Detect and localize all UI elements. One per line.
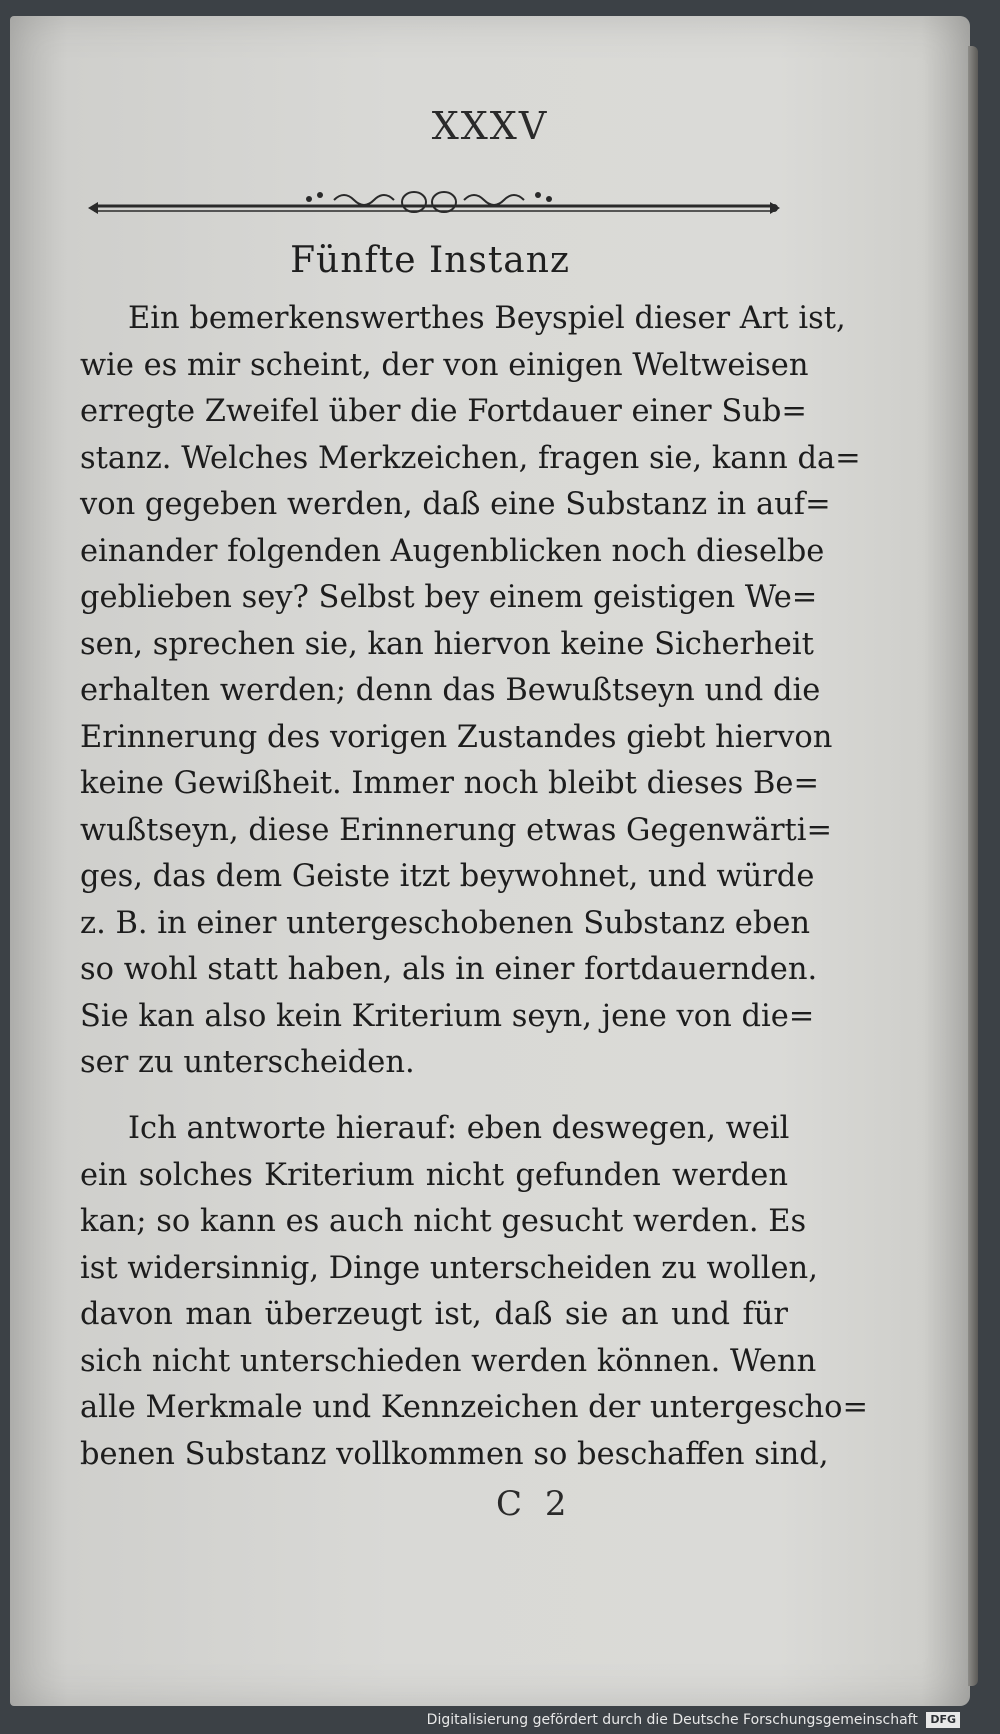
paragraph-2: [80, 1106, 869, 1478]
text-line: ist widersinnig, Dinge unterscheiden zu wollen,: [80, 1250, 818, 1286]
text-line: Erinnerung des vorigen Zustandes giebt hiervon: [80, 719, 833, 755]
text-line: sen, sprechen sie, kan hiervon keine Sicherheit: [80, 626, 814, 662]
text-line: alle Merkmale und Kennzeichen der untergescho=: [80, 1390, 869, 1425]
text-line: kan; so kann es auch nicht gesucht werden. Es: [80, 1204, 807, 1239]
text-line: erregte Zweifel über die Fortdauer einer Sub=: [80, 394, 807, 429]
text-line: geblieben sey? Selbst bey einem geistigen We=: [80, 580, 818, 615]
digitization-credit: [427, 1712, 960, 1728]
text-line: Ein bemerkenswerthes Beyspiel dieser Art ist,: [128, 301, 846, 336]
text-line: benen Substanz vollkommen so beschaffen sind,: [80, 1436, 829, 1472]
text-line: davon man überzeugt ist, daß sie an und für: [80, 1297, 788, 1332]
text-line: ges, das dem Geiste itzt beywohnet, und würde: [80, 859, 815, 894]
text-line: ser zu unterscheiden.: [80, 1045, 415, 1080]
text-line: wußtseyn, diese Erinnerung etwas Gegenwärti=: [80, 812, 833, 848]
signature-mark: C 2: [496, 1484, 573, 1524]
text-line: ein solches Kriterium nicht gefunden werden: [80, 1157, 788, 1193]
text-line: keine Gewißheit. Immer noch bleibt dieses Be=: [80, 766, 820, 801]
ornamental-rule: [84, 182, 784, 226]
book-page: [10, 16, 970, 1706]
section-title: Fünfte Instanz: [290, 240, 570, 281]
dfg-logo: DFG: [926, 1712, 960, 1728]
text-line: Ich antworte hierauf: eben deswegen, weil: [128, 1111, 790, 1146]
page-number-roman: XXXV: [431, 104, 549, 148]
text-line: stanz. Welches Merkzeichen, fragen sie, kann da=: [80, 440, 861, 476]
text-line: erhalten werden; denn das Bewußtseyn und die: [80, 673, 821, 708]
text-line: von gegeben werden, daß eine Substanz in auf=: [80, 487, 831, 522]
text-line: einander folgenden Augenblicken noch dieselbe: [80, 533, 825, 569]
text-line: wie es mir scheint, der von einigen Weltweisen: [80, 347, 809, 383]
page-edge: [968, 46, 978, 1686]
text-line: sich nicht unterschieden werden können. Wenn: [80, 1343, 817, 1379]
text-line: Sie kan also kein Kriterium seyn, jene von die=: [80, 998, 815, 1034]
paragraph-1: [80, 296, 861, 1087]
text-line: so wohl statt haben, als in einer fortdauernden.: [80, 952, 818, 987]
credit-text: Digitalisierung gefördert durch die Deutsche Forschungsgemeinschaft: [426, 1712, 918, 1728]
text-line: z. B. in einer untergeschobenen Substanz eben: [80, 905, 811, 941]
